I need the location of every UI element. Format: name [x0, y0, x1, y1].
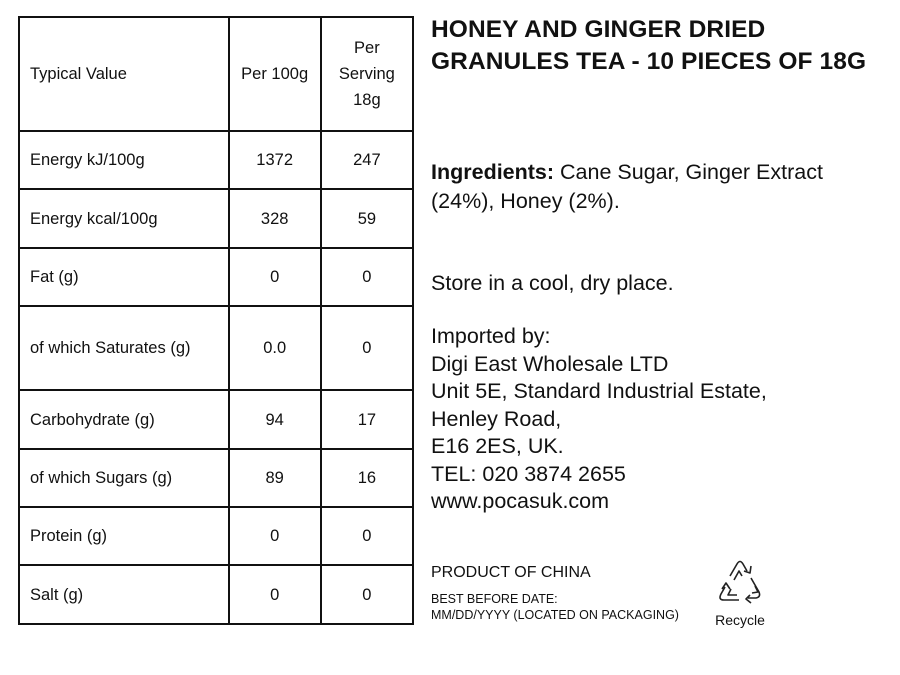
row-per-100g: 0	[229, 565, 321, 624]
country-of-origin: PRODUCT OF CHINA	[431, 564, 591, 581]
importer-company: Digi East Wholesale LTD	[431, 351, 669, 376]
ingredients	[431, 158, 886, 216]
row-per-serving: 17	[321, 390, 413, 449]
header-per-100g: Per 100g	[229, 17, 321, 131]
header-per-serving	[321, 17, 413, 131]
recycle-icon	[711, 556, 769, 610]
nutrition-row-fat	[19, 248, 413, 306]
nutrition-table	[18, 16, 414, 625]
importer-telephone: TEL: 020 3874 2655	[431, 461, 626, 486]
row-per-serving: 59	[321, 189, 413, 248]
ingredients-label: Ingredients:	[431, 160, 555, 184]
row-per-serving: 0	[321, 248, 413, 306]
storage-instructions: Store in a cool, dry place.	[431, 271, 674, 295]
importer-block	[431, 323, 886, 516]
importer-website: www.pocasuk.com	[431, 489, 610, 513]
row-label: of which Saturates (g)	[19, 306, 229, 390]
importer-address-line-3: E16 2ES, UK.	[431, 434, 564, 458]
row-label: of which Sugars (g)	[19, 449, 229, 507]
row-per-serving: 0	[321, 565, 413, 624]
best-before-block	[431, 592, 679, 623]
row-label: Protein (g)	[19, 507, 229, 565]
nutrition-row-protein	[19, 507, 413, 565]
nutrition-row-energy-kcal	[19, 189, 413, 248]
best-before-value: MM/DD/YYYY (LOCATED ON PACKAGING)	[431, 607, 679, 622]
row-per-serving: 16	[321, 449, 413, 507]
best-before-label: BEST BEFORE DATE:	[431, 592, 558, 606]
row-per-100g: 0.0	[229, 306, 321, 390]
nutrition-row-carbohydrate	[19, 390, 413, 449]
row-per-100g: 328	[229, 189, 321, 248]
row-label: Energy kcal/100g	[19, 189, 229, 248]
nutrition-row-energy-kj	[19, 131, 413, 189]
recycle-label: Recycle	[715, 612, 765, 628]
header-typical-value: Typical Value	[19, 17, 229, 131]
row-per-100g: 0	[229, 248, 321, 306]
row-label: Fat (g)	[19, 248, 229, 306]
row-label: Carbohydrate (g)	[19, 390, 229, 449]
row-per-100g: 0	[229, 507, 321, 565]
header-per-serving-line-1: Per	[354, 39, 380, 57]
row-label: Salt (g)	[19, 565, 229, 624]
row-per-100g: 1372	[229, 131, 321, 189]
nutrition-row-sugars	[19, 449, 413, 507]
row-per-serving: 0	[321, 306, 413, 390]
importer-heading: Imported by:	[431, 324, 551, 348]
row-per-100g: 94	[229, 390, 321, 449]
header-per-serving-line-2: Serving	[338, 65, 395, 83]
nutrition-header-row	[19, 17, 413, 131]
row-per-serving: 0	[321, 507, 413, 565]
importer-address-line-2: Henley Road,	[431, 406, 562, 431]
header-per-serving-line-3: 18g	[353, 91, 381, 109]
row-per-100g: 89	[229, 449, 321, 507]
ingredients-text: Cane Sugar, Ginger Extract (24%), Honey (2%).	[431, 160, 823, 213]
nutrition-row-saturates	[19, 306, 413, 390]
nutrition-row-salt	[19, 565, 413, 624]
product-title: HONEY AND GINGER DRIED GRANULES TEA - 10 PIECES OF 18G	[431, 16, 867, 75]
row-per-serving: 247	[321, 131, 413, 189]
importer-address-line-1: Unit 5E, Standard Industrial Estate,	[431, 379, 767, 403]
recycle-block	[706, 556, 774, 628]
row-label: Energy kJ/100g	[19, 131, 229, 189]
